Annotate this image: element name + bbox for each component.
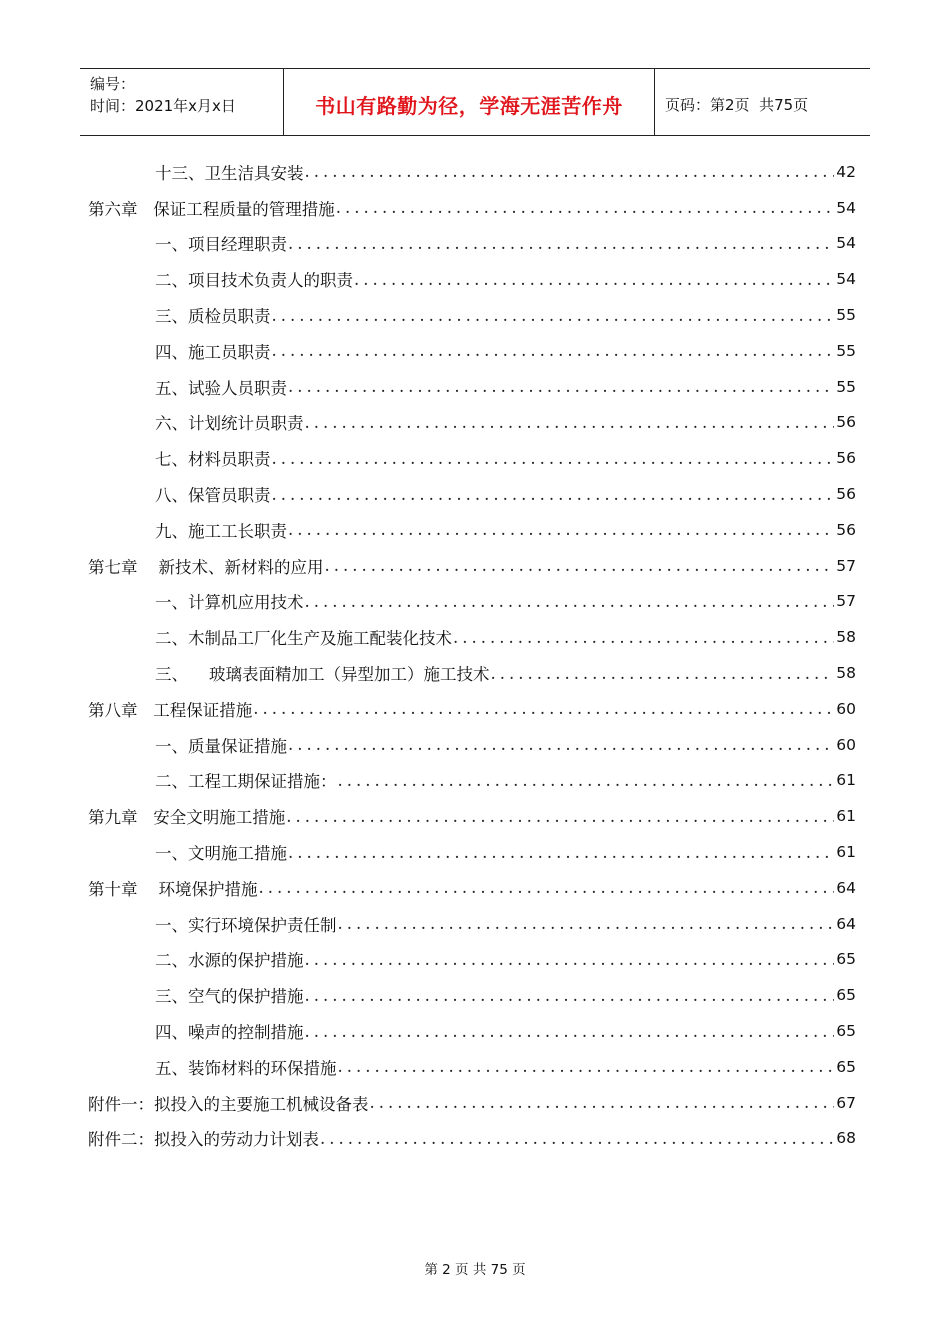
toc-dot-leader <box>305 162 835 181</box>
toc-entry-page-number: 56 <box>836 449 856 468</box>
toc-entry-title: 三、质检员职责 <box>155 307 271 327</box>
toc-entry-title: 十三、卫生洁具安装 <box>155 163 304 183</box>
toc-entry[interactable] <box>88 906 856 942</box>
toc-entry[interactable] <box>88 727 856 763</box>
toc-entry[interactable] <box>88 190 856 226</box>
toc-dot-leader <box>288 843 834 862</box>
toc-entry[interactable] <box>88 333 856 369</box>
toc-entry-title: 第七章 新技术、新材料的应用 <box>88 557 324 577</box>
toc-entry-page-number: 58 <box>836 628 856 647</box>
toc-dot-leader <box>305 950 835 969</box>
toc-entry[interactable] <box>88 834 856 870</box>
toc-entry-page-number: 57 <box>836 556 856 575</box>
toc-entry[interactable] <box>88 476 856 512</box>
toc-dot-leader <box>453 628 834 647</box>
toc-entry-page-number: 54 <box>836 270 856 289</box>
toc-entry-title: 三、 玻璃表面精加工（异型加工）施工技术 <box>155 665 490 685</box>
toc-dot-leader <box>305 986 835 1005</box>
toc-dot-leader <box>305 1022 835 1041</box>
toc-dot-leader <box>305 592 835 611</box>
toc-entry[interactable] <box>88 1049 856 1085</box>
toc-entry[interactable] <box>88 440 856 476</box>
toc-entry-page-number: 56 <box>836 413 856 432</box>
toc-entry-title: 一、实行环境保护责任制 <box>155 915 337 935</box>
header-meta <box>80 69 283 135</box>
toc-entry[interactable] <box>88 1121 856 1157</box>
toc-dot-leader <box>338 771 835 790</box>
toc-entry[interactable] <box>88 1013 856 1049</box>
toc-entry-title: 七、材料员职责 <box>155 450 271 470</box>
toc-entry-title: 三、空气的保护措施 <box>155 987 304 1007</box>
toc-entry-page-number: 55 <box>836 377 856 396</box>
toc-entry[interactable] <box>88 584 856 620</box>
toc-entry[interactable] <box>88 798 856 834</box>
toc-dot-leader <box>338 1057 835 1076</box>
toc-entry[interactable] <box>88 977 856 1013</box>
footer-prefix: 第 <box>424 1262 443 1278</box>
toc-entry-page-number: 55 <box>836 306 856 325</box>
toc-entry-title: 一、项目经理职责 <box>155 235 287 255</box>
toc-dot-leader <box>305 413 835 432</box>
toc-entry[interactable] <box>88 405 856 441</box>
toc-dot-leader <box>324 556 834 575</box>
toc-entry-title: 五、试验人员职责 <box>155 378 287 398</box>
toc-entry-title: 九、施工工长职责 <box>155 521 287 541</box>
motto-text: 书山有路勤为径，学海无涯苦作舟 <box>315 93 623 118</box>
toc-entry-title: 二、项目技术负责人的职责 <box>155 271 353 291</box>
toc-entry-page-number: 58 <box>836 664 856 683</box>
toc-entry-title: 第九章 安全文明施工措施 <box>88 808 286 828</box>
toc-entry-page-number: 61 <box>836 807 856 826</box>
toc-entry[interactable] <box>88 655 856 691</box>
toc-entry[interactable] <box>88 942 856 978</box>
footer-current-page: 2 <box>442 1262 451 1278</box>
toc-entry-page-number: 65 <box>836 1057 856 1076</box>
toc-entry-page-number: 65 <box>836 950 856 969</box>
footer-suffix: 页 <box>507 1262 526 1278</box>
date-label: 时间：2021年x月x日 <box>90 97 236 115</box>
toc-entry[interactable] <box>88 870 856 906</box>
toc-dot-leader <box>272 341 835 360</box>
toc-entry[interactable] <box>88 154 856 190</box>
toc-dot-leader <box>253 699 834 718</box>
toc-entry-title: 一、质量保证措施 <box>155 736 287 756</box>
toc-entry[interactable] <box>88 297 856 333</box>
footer-total-pages: 75 <box>490 1262 508 1278</box>
toc-dot-leader <box>272 449 835 468</box>
toc-entry-page-number: 67 <box>836 1093 856 1112</box>
toc-entry-title: 附件二：拟投入的劳动力计划表 <box>88 1130 319 1150</box>
toc-entry[interactable] <box>88 691 856 727</box>
toc-dot-leader <box>258 878 834 897</box>
toc-entry-title: 六、计划统计员职责 <box>155 414 304 434</box>
toc-entry-title: 附件一：拟投入的主要施工机械设备表 <box>88 1094 369 1114</box>
toc-dot-leader <box>286 807 834 826</box>
page-info-text: 页码：第2页 共75页 <box>665 95 809 114</box>
toc-entry-page-number: 61 <box>836 771 856 790</box>
toc-dot-leader <box>288 377 834 396</box>
toc-entry-page-number: 54 <box>836 198 856 217</box>
toc-entry-title: 第十章 环境保护措施 <box>88 879 258 899</box>
toc-entry-page-number: 55 <box>836 341 856 360</box>
toc-entry[interactable] <box>88 548 856 584</box>
toc-entry-title: 四、施工员职责 <box>155 342 271 362</box>
toc-entry-title: 五、装饰材料的环保措施 <box>155 1058 337 1078</box>
toc-entry-title: 第六章 保证工程质量的管理措施 <box>88 199 335 219</box>
page-footer <box>0 1258 950 1278</box>
toc-entry[interactable] <box>88 226 856 262</box>
toc-entry-page-number: 61 <box>836 843 856 862</box>
footer-middle: 页 共 <box>450 1262 491 1278</box>
toc-entry-page-number: 68 <box>836 1129 856 1148</box>
header-motto <box>283 69 655 135</box>
toc-dot-leader <box>272 485 835 504</box>
toc-entry-title: 八、保管员职责 <box>155 486 271 506</box>
toc-entry-page-number: 42 <box>836 162 856 181</box>
header-page-info <box>655 69 870 135</box>
toc-entry[interactable] <box>88 763 856 799</box>
toc-entry-title: 二、工程工期保证措施： <box>155 772 337 792</box>
toc-entry-title: 四、噪声的控制措施 <box>155 1023 304 1043</box>
toc-dot-leader <box>272 306 835 325</box>
toc-dot-leader <box>338 914 835 933</box>
toc-entry-page-number: 64 <box>836 878 856 897</box>
toc-entry[interactable] <box>88 1085 856 1121</box>
toc-entry-title: 一、文明施工措施 <box>155 844 287 864</box>
toc-entry-page-number: 56 <box>836 520 856 539</box>
toc-dot-leader <box>490 664 834 683</box>
toc-entry-title: 一、计算机应用技术 <box>155 593 304 613</box>
toc-entry-page-number: 60 <box>836 699 856 718</box>
toc-entry[interactable] <box>88 512 856 548</box>
toc-entry[interactable] <box>88 619 856 655</box>
toc-entry[interactable] <box>88 261 856 297</box>
toc-dot-leader <box>320 1129 834 1148</box>
toc-entry-page-number: 54 <box>836 234 856 253</box>
toc-entry-page-number: 56 <box>836 485 856 504</box>
toc-dot-leader <box>288 520 834 539</box>
toc-dot-leader <box>288 735 834 754</box>
toc-entry[interactable] <box>88 369 856 405</box>
toc-entry-title: 二、水源的保护措施 <box>155 951 304 971</box>
toc-entry-title: 第八章 工程保证措施 <box>88 700 253 720</box>
toc-dot-leader <box>336 198 834 217</box>
toc-entry-page-number: 60 <box>836 735 856 754</box>
toc-entry-page-number: 64 <box>836 914 856 933</box>
table-of-contents <box>88 154 856 1156</box>
page-header <box>80 68 870 136</box>
toc-dot-leader <box>370 1093 835 1112</box>
toc-dot-leader <box>354 270 834 289</box>
toc-entry-page-number: 57 <box>836 592 856 611</box>
toc-entry-title: 二、木制品工厂化生产及施工配装化技术 <box>155 629 452 649</box>
serial-label: 编号： <box>90 75 136 93</box>
toc-dot-leader <box>288 234 834 253</box>
toc-entry-page-number: 65 <box>836 1022 856 1041</box>
toc-entry-page-number: 65 <box>836 986 856 1005</box>
